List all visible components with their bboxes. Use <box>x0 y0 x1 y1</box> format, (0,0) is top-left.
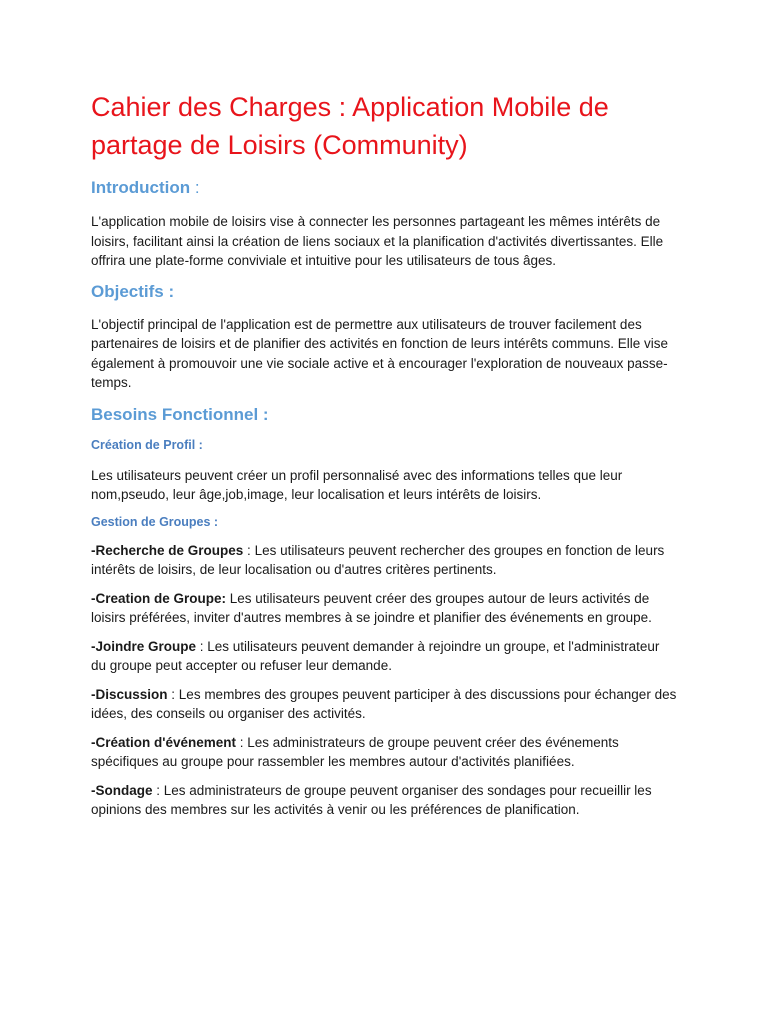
item-label: -Creation de Groupe: <box>91 590 227 606</box>
item-text: Les utilisateurs peuvent demander à rejoindre un groupe, et l'administrateur du groupe peut accepter ou refuser leur demande. <box>91 638 660 673</box>
list-item <box>91 685 678 724</box>
besoins-heading: Besoins Fonctionnel : <box>91 404 269 424</box>
item-separator: : <box>152 782 164 798</box>
item-label: -Recherche de Groupes <box>91 542 244 558</box>
list-item <box>91 541 678 580</box>
document-title: Cahier des Charges : Application Mobile de partage de Loisirs (Community) <box>91 92 609 160</box>
item-separator: : <box>167 686 179 702</box>
item-label: -Création d'événement <box>91 734 236 750</box>
item-label: -Discussion <box>91 686 168 702</box>
item-label: -Sondage <box>91 782 153 798</box>
list-item <box>91 781 678 820</box>
profil-paragraph: Les utilisateurs peuvent créer un profil personnalisé avec des informations telles que leur nom,pseudo, leur âge,job,image, leur localisation et leurs intérêts de loisirs. <box>91 467 623 502</box>
list-item <box>91 637 678 676</box>
item-text: Les administrateurs de groupe peuvent organiser des sondages pour recueillir les opinions des membres sur les activités à venir ou les préférences de planification. <box>91 782 652 817</box>
profil-heading: Création de Profil : <box>91 437 203 452</box>
objectifs-paragraph: L'objectif principal de l'application est de permettre aux utilisateurs de trouver facilement des partenaires de loisirs et de planifier des activités en fonction de leurs intérêts communs. Elle vise également à promouvoir une vie sociale active et à encourager l'exploration de nouveaux passe-temps. <box>91 316 669 390</box>
objectifs-heading: Objectifs : <box>91 281 175 301</box>
item-label: -Joindre Groupe <box>91 638 197 654</box>
list-item <box>91 589 678 628</box>
item-separator: : <box>243 542 255 558</box>
item-text: Les utilisateurs peuvent créer des groupes autour de leurs activités de loisirs préférées, inviter d'autres membres à se joindre et planifier des événements en groupe. <box>91 590 652 625</box>
item-text: Les utilisateurs peuvent rechercher des groupes en fonction de leurs intérêts de loisirs, de leur localisation ou d'autres critères pertinents. <box>91 542 665 577</box>
item-separator: : <box>236 734 248 750</box>
introduction-heading-text: Introduction <box>91 178 191 197</box>
item-text: Les administrateurs de groupe peuvent créer des événements spécifiques au groupe pour rassembler les membres autour d'activités planifiées. <box>91 734 619 769</box>
list-item <box>91 733 678 772</box>
introduction-heading <box>91 177 678 199</box>
item-separator: : <box>196 638 208 654</box>
introduction-paragraph: L'application mobile de loisirs vise à connecter les personnes partageant les mêmes intérêts de loisirs, facilitant ainsi la création de liens sociaux et la planification d'activités divertissantes. Elle offrira une plate-forme conviviale et intuitive pour les utilisateurs de tous âges. <box>91 214 664 268</box>
groupes-heading: Gestion de Groupes : <box>91 514 219 529</box>
item-text: Les membres des groupes peuvent participer à des discussions pour échanger des idées, des conseils ou organiser des activités. <box>91 686 677 721</box>
introduction-heading-colon: : <box>190 178 200 197</box>
